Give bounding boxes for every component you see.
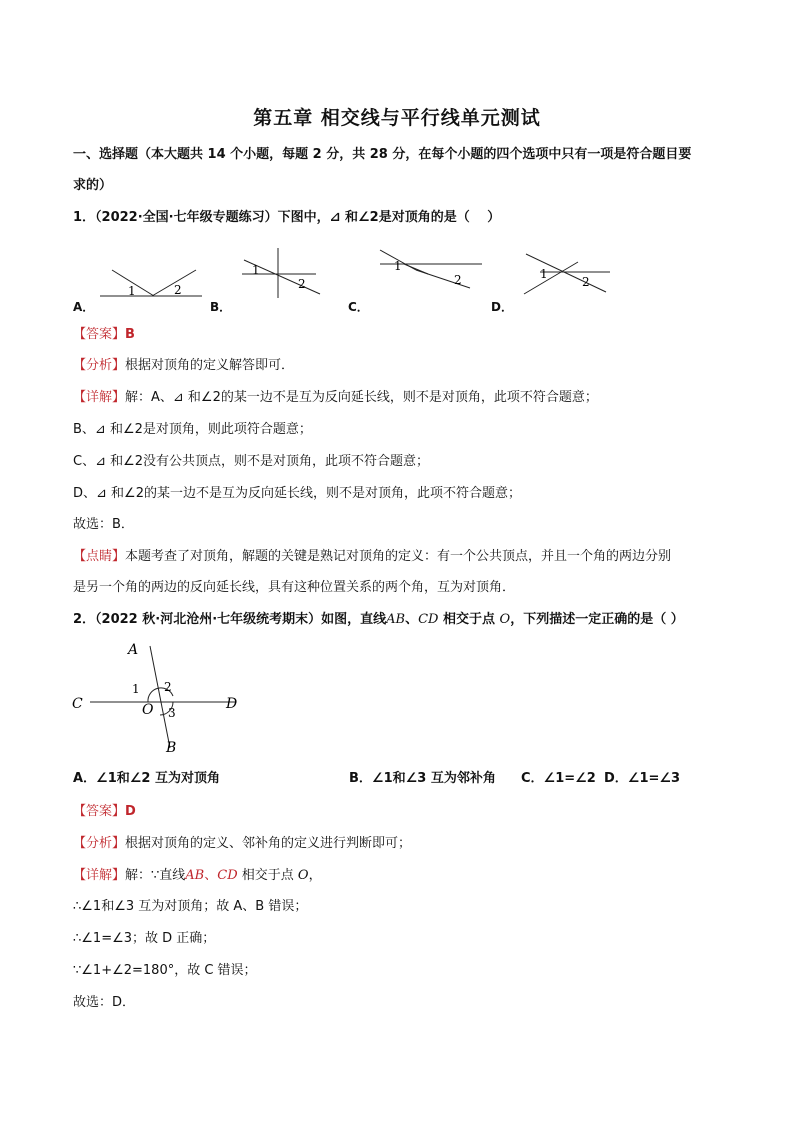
q2-detail-line-5: 故选：D．	[73, 995, 136, 1010]
angle-3-label: 3	[168, 706, 176, 720]
q1-detail	[73, 388, 733, 408]
q2-option-b: B．∠1和∠3 互为邻补角	[349, 771, 496, 786]
q1-detail-line-5: 故选：B．	[73, 517, 134, 532]
q1-figure-b	[238, 244, 328, 300]
q1d-angle-2-label: 2	[582, 275, 590, 289]
q1-figure-c	[376, 246, 486, 296]
detail-tag: 【详解】	[73, 868, 126, 883]
q2-option-d: D．∠1=∠3	[604, 771, 681, 786]
q2-answer	[73, 802, 733, 822]
point-tag: 【点睛】	[73, 549, 126, 564]
q1-option-b: B．	[210, 300, 232, 314]
q2-analysis-text: 根据对顶角的定义、邻补角的定义进行判断即可；	[125, 836, 412, 851]
q2-stem-cd: CD	[418, 612, 439, 627]
label-d: D	[226, 696, 238, 712]
q1d-angle-1-label: 1	[540, 267, 548, 281]
section-heading-cont: 求的）	[73, 178, 113, 193]
q1-stem: 1．（2022·全国·七年级专题练习）下图中，⊿ 和∠2是对顶角的是（ ）	[73, 210, 501, 225]
q1-answer	[73, 325, 733, 345]
q2-stem-sep: 、	[405, 612, 419, 627]
section-heading: 一、选择题（本大题共 14 个小题，每题 2 分，共 28 分，在每个小题的四个选项中只有一项是符合题目要	[73, 147, 692, 162]
q1c-angle-1-label: 1	[394, 259, 402, 273]
q1-figure-d	[520, 250, 614, 298]
q1-point-text: 本题考查了对顶角，解题的关键是熟记对顶角的定义：有一个公共顶点，并且一个角的两边分别	[125, 549, 672, 564]
angle-1-label: 1	[132, 682, 140, 696]
q1-detail-line-1: 解：A、⊿ 和∠2的某一边不是互为反向延长线，则不是对顶角，此项不符合题意；	[125, 390, 598, 405]
q2-detail-text-a: 解：∵直线	[125, 868, 186, 883]
q1a-angle-2-label: 2	[174, 283, 182, 297]
analysis-tag: 【分析】	[73, 358, 126, 373]
answer-tag: 【答案】	[73, 327, 126, 342]
q1-point-cont: 是另一个角的两边的反向延长线，具有这种位置关系的两个角，互为对顶角．	[73, 580, 516, 595]
q2-detail-line-3: ∴∠1=∠3；故 D 正确；	[73, 931, 216, 946]
q2-detail-text-c: ，	[308, 868, 322, 883]
answer-tag: 【答案】	[73, 804, 126, 819]
label-o: O	[142, 702, 154, 718]
q2-detail-cd: CD	[217, 868, 238, 883]
q2-detail-line-2: ∴∠1和∠3 互为对顶角；故 A、B 错误；	[73, 899, 308, 914]
q2-detail	[73, 866, 733, 886]
q2-detail-ab: AB	[185, 868, 205, 883]
q1-analysis-text: 根据对顶角的定义解答即可．	[125, 358, 295, 373]
q2-analysis	[73, 834, 733, 854]
q1-detail-line-3: C、⊿ 和∠2没有公共顶点，则不是对顶角，此项不符合题意；	[73, 454, 430, 469]
q1-option-a: A．	[73, 300, 95, 314]
q2-answer-value: D	[125, 804, 136, 819]
q2-detail-text-b: 相交于点	[237, 868, 298, 883]
label-c: C	[72, 696, 83, 712]
q2-option-a: A．∠1和∠2 互为对顶角	[73, 771, 220, 786]
q1-answer-value: B	[125, 327, 135, 342]
q2-detail-o: O	[297, 868, 309, 883]
q1-detail-line-4: D、⊿ 和∠2的某一边不是互为反向延长线，则不是对顶角，此项不符合题意；	[73, 486, 521, 501]
q2-detail-sep: 、	[204, 868, 218, 883]
q1-analysis	[73, 356, 733, 376]
q2-stem-ab: AB	[386, 612, 406, 627]
q2-option-c: C．∠1=∠2	[521, 771, 596, 786]
q1-option-d: D．	[491, 300, 513, 314]
q2-figure	[66, 636, 256, 760]
q2-stem-o: O	[499, 612, 511, 627]
label-b: B	[166, 740, 177, 756]
q1c-angle-2-label: 2	[454, 273, 462, 287]
detail-tag: 【详解】	[73, 390, 126, 405]
q2-detail-line-4: ∵∠1+∠2=180°，故 C 错误；	[73, 963, 257, 978]
analysis-tag: 【分析】	[73, 836, 126, 851]
q1-figure-a	[98, 262, 208, 302]
label-a: A	[128, 642, 139, 658]
q1-option-c: C．	[348, 300, 369, 314]
page-title: 第五章 相交线与平行线单元测试	[253, 107, 541, 129]
q2-stem-text-b: 相交于点	[438, 612, 500, 627]
q2-stem	[73, 610, 733, 630]
angle-2-label: 2	[164, 680, 172, 694]
q1b-angle-2-label: 2	[298, 277, 306, 291]
q1a-angle-1-label: 1	[128, 284, 136, 298]
q1b-angle-1-label: 1	[252, 263, 260, 277]
q2-stem-text-c: ，下列描述一定正确的是（ ）	[510, 612, 684, 627]
q1-point	[73, 547, 733, 567]
q1-detail-line-2: B、⊿ 和∠2是对顶角，则此项符合题意；	[73, 422, 312, 437]
q2-stem-text-a: 2．（2022 秋·河北沧州·七年级统考期末）如图，直线	[73, 612, 387, 627]
